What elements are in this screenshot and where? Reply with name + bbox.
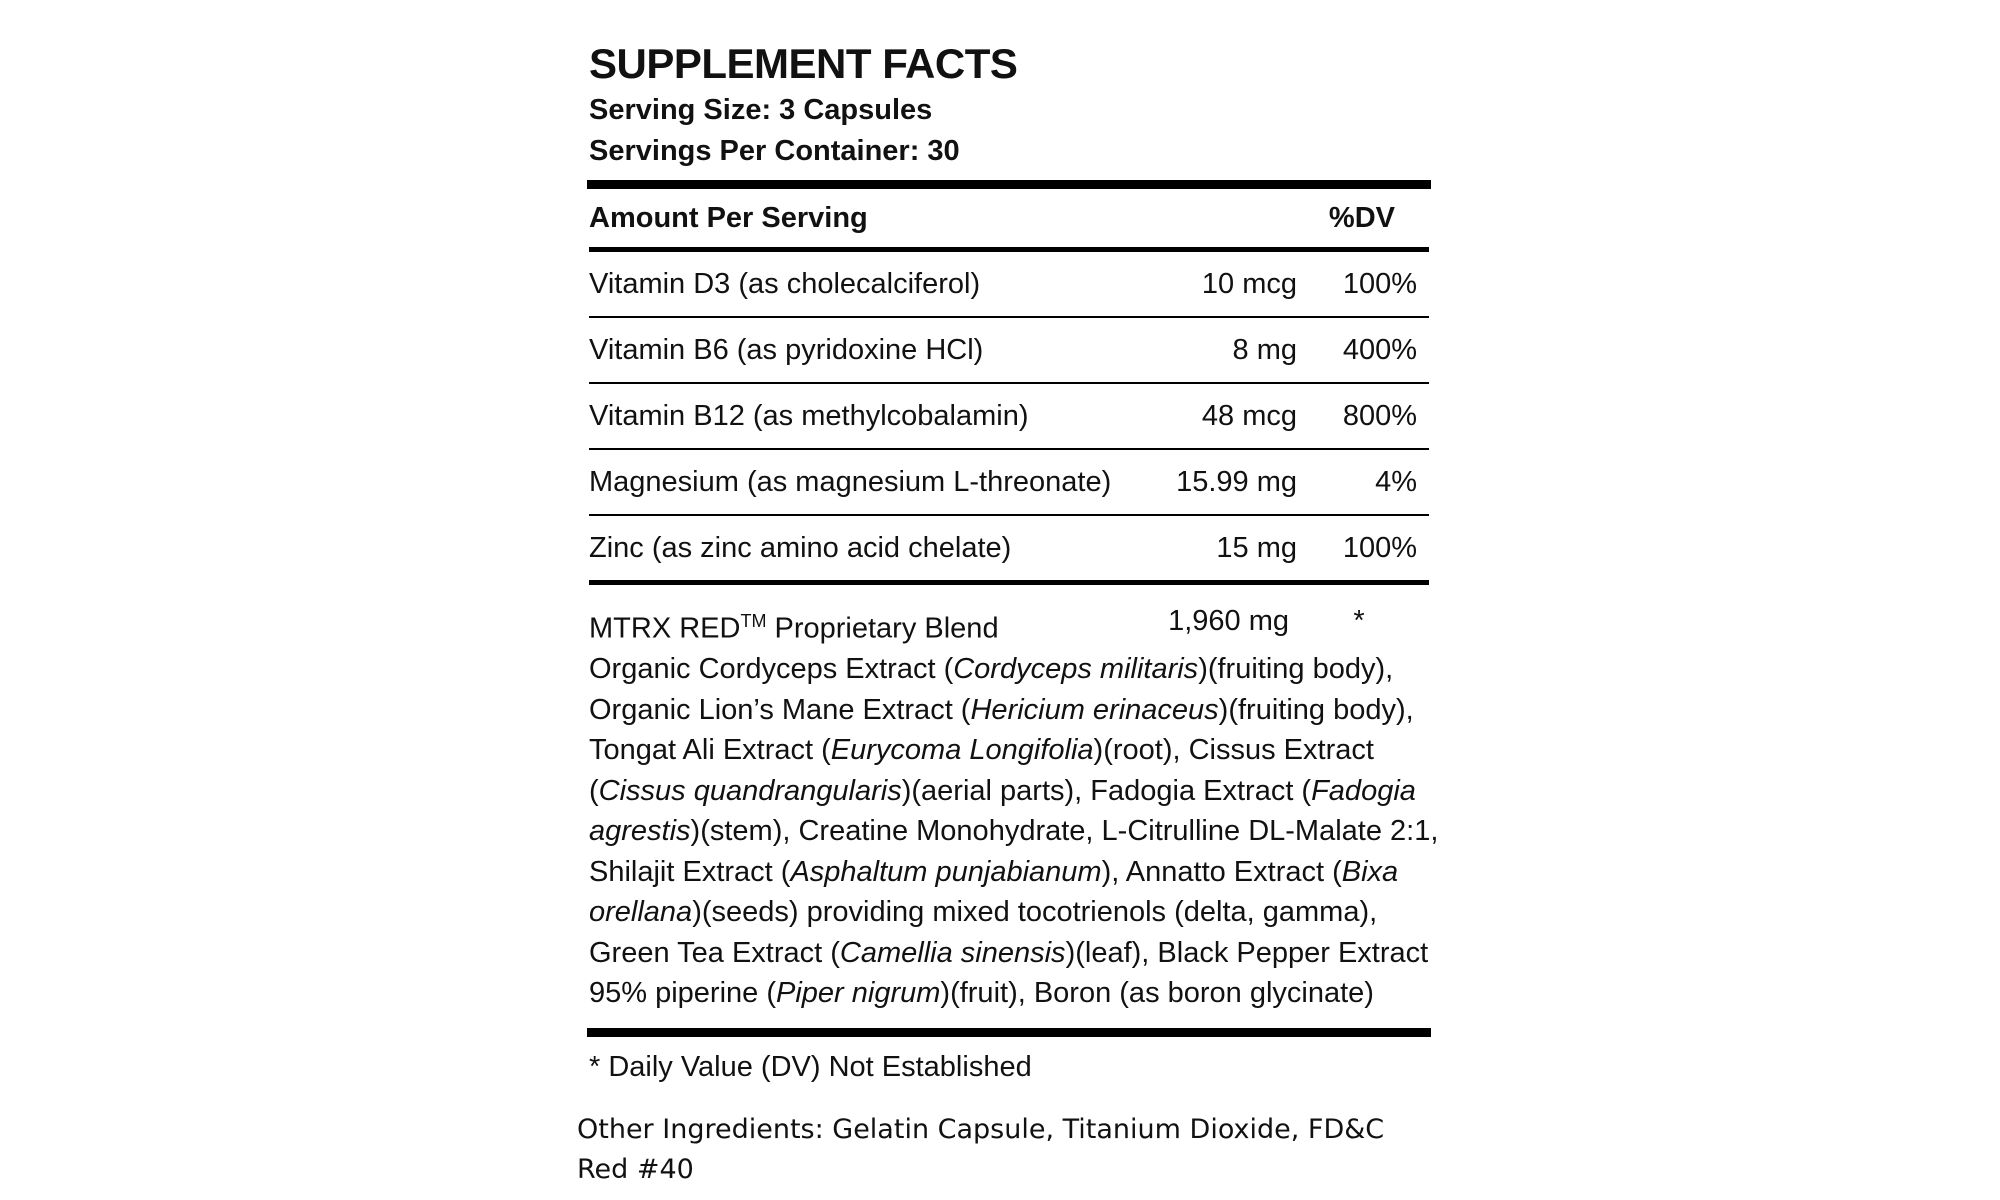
nutrient-dv: 400%: [1342, 333, 1417, 366]
ingredient-text: )(fruiting body), Organic Lion’s Mane Extract (: [589, 653, 1394, 726]
dv-footnote: * Daily Value (DV) Not Established: [589, 1050, 1032, 1083]
blend-ingredients: [589, 649, 1439, 1014]
nutrient-amount: 8 mg: [1232, 333, 1297, 366]
nutrient-dv: 800%: [1342, 399, 1417, 432]
botanical-name: Cordyceps militaris: [953, 653, 1199, 686]
nutrient-name: Vitamin D3 (as cholecalciferol): [589, 267, 981, 300]
thick-divider: [587, 180, 1431, 189]
nutrient-name: Zinc (as zinc amino acid chelate): [589, 531, 1012, 564]
amount-per-serving-header: Amount Per Serving: [589, 201, 868, 234]
nutrient-amount: 15 mg: [1216, 531, 1297, 564]
blend-header-row: [589, 601, 1429, 649]
ingredient-text: )(leaf), Black Pepper Extract 95% piperine (: [589, 936, 1429, 1010]
nutrient-name: Vitamin B12 (as methylcobalamin): [589, 399, 1029, 432]
ingredient-text: )(fruiting body), Tongat Ali Extract (: [589, 693, 1414, 767]
botanical-name: Piper nigrum: [776, 977, 941, 1010]
supplement-facts-panel: [589, 38, 1439, 1087]
nutrient-amount: 48 mcg: [1201, 399, 1297, 432]
ingredient-text: )(root), Cissus Extract (: [589, 734, 1374, 807]
serving-size: Serving Size: 3 Capsules: [589, 94, 933, 126]
nutrient-name: Magnesium (as magnesium L-threonate): [589, 465, 1112, 498]
botanical-name: Fadogia agrestis: [589, 774, 1416, 848]
blend-dv: *: [1353, 605, 1365, 637]
nutrient-row: [589, 516, 1429, 580]
nutrient-row: [589, 384, 1429, 448]
trademark-mark: TM: [740, 611, 767, 631]
botanical-name: Eurycoma Longifolia: [830, 734, 1094, 767]
nutrient-amount: 15.99 mg: [1176, 465, 1297, 498]
dv-header: %DV: [1328, 201, 1395, 234]
panel-title: SUPPLEMENT FACTS: [589, 40, 1018, 87]
ingredient-text: )(stem), Creatine Monohydrate, L-Citrulline DL-Malate 2:1, Shilajit Extract (: [589, 815, 1439, 888]
blend-brand: MTRX RED: [589, 612, 741, 645]
botanical-name: Cissus quandrangularis: [598, 774, 902, 807]
proprietary-blend: [589, 585, 1439, 1022]
botanical-name: Asphaltum punjabianum: [790, 855, 1102, 888]
nutrient-row: [589, 318, 1429, 382]
ingredient-text: ), Annatto Extract (: [1101, 855, 1342, 888]
bottom-thick-divider: [587, 1028, 1431, 1037]
ingredient-text: Organic Cordyceps Extract (: [589, 653, 954, 686]
blend-amount: 1,960 mg: [1168, 605, 1289, 637]
nutrient-amount: 10 mcg: [1201, 267, 1297, 300]
nutrient-name: Vitamin B6 (as pyridoxine HCl): [589, 333, 984, 366]
botanical-name: Camellia sinensis: [839, 936, 1066, 969]
blend-name-suffix: Proprietary Blend: [766, 612, 999, 645]
botanical-name: Hericium erinaceus: [970, 693, 1219, 726]
nutrient-row: [589, 450, 1429, 514]
botanical-name: Bixa orellana: [589, 855, 1399, 929]
ingredient-text: )(fruit), Boron (as boron glycinate): [940, 977, 1374, 1010]
column-header-row: [589, 189, 1429, 247]
blend-name: [589, 601, 1089, 649]
nutrient-dv: 100%: [1342, 267, 1417, 300]
nutrient-dv: 4%: [1375, 465, 1417, 498]
nutrient-dv: 100%: [1342, 531, 1417, 564]
ingredient-text: )(seeds) providing mixed tocotrienols (delta, gamma), Green Tea Extract (: [589, 896, 1378, 969]
other-ingredients: Other Ingredients: Gelatin Capsule, Titanium Dioxide, FD&C Red #40: [577, 1114, 1385, 1185]
servings-per-container: Servings Per Container: 30: [589, 135, 960, 167]
ingredient-text: )(aerial parts), Fadogia Extract (: [901, 774, 1312, 807]
nutrient-row: [589, 252, 1429, 316]
